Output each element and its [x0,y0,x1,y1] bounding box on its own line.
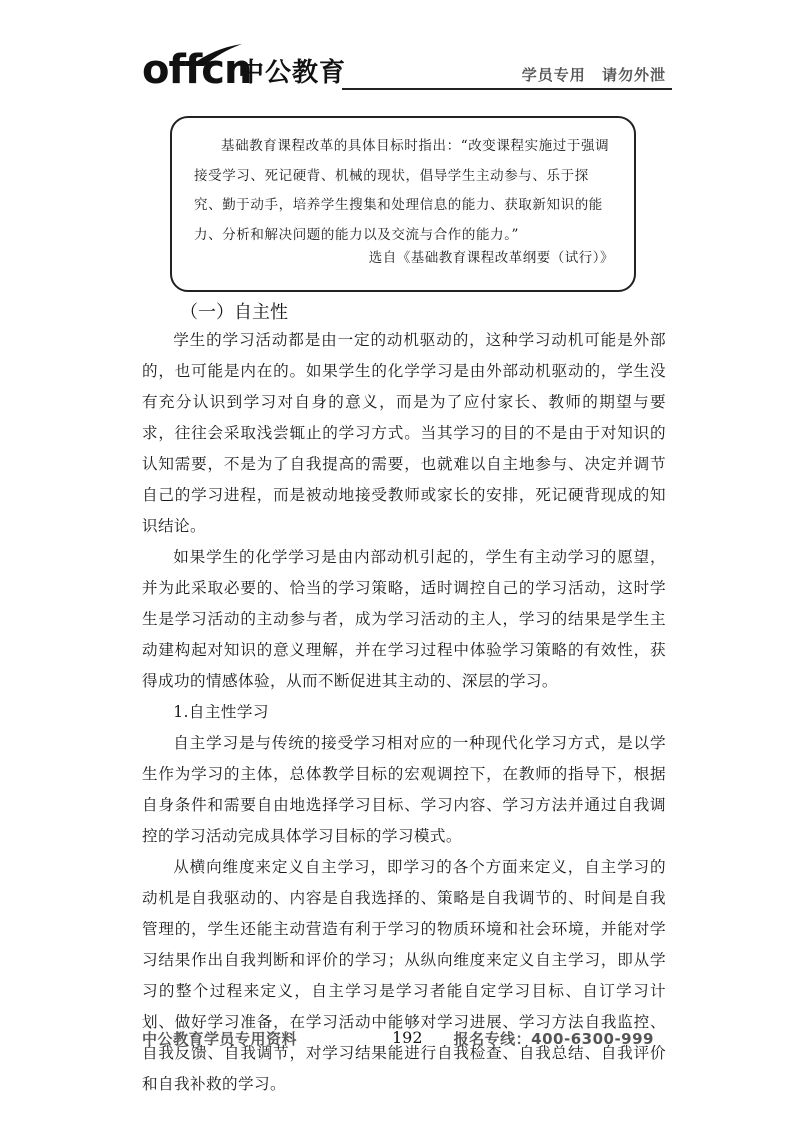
subsection-heading: 1.自主性学习 [173,703,269,721]
offcn-logo [142,42,357,92]
header-rule [342,88,672,90]
paragraph: 如果学生的化学学习是由内部动机引起的，学生有主动学习的愿望，并为此采取必要的、恰当的学习策略，适时调控自己的学习活动，这时学生是学习活动的主动参与者，成为学习活动的主人，学习的结果是学生主动建构起对知识的意义理解，并在学习过程中体验学习策略的有效性，获得成功的情感体验，从而不断促进其主动的、深层的学习。 [142,548,666,690]
body-content [142,325,666,1100]
paragraph: 从横向维度来定义自主学习，即学习的各个方面来定义，自主学习的动机是自我驱动的、内容是自我选择的、策略是自我调节的、时间是自我管理的，学生还能主动营造有利于学习的物质环境和社会环境，并能对学习结果作出自我判断和评价的学习；从纵向维度来定义自主学习，即从学习的整个过程来定义，自主学习是学习者能自定学习目标、自订学习计划、做好学习准备，在学习活动中能够对学习进展、学习方法自我监控、自我反馈、自我调节，对学习结果能进行自我检查、自我总结、自我评价和自我补救的学习。 [142,858,666,1093]
paragraph: 学生的学习活动都是由一定的动机驱动的，这种学习动机可能是外部的，也可能是内在的。如果学生的化学学习是由外部动机驱动的，学生没有充分认识到学习对自身的意义，而是为了应付家长、教师的期望与要求，往往会采取浅尝辄止的学习方式。当其学习的目的不是由于对知识的认知需要，不是为了自我提高的需要，也就难以自主地参与、决定并调节自己的学习进程，而是被动地接受教师或家长的安排，死记硬背现成的知识结论。 [142,331,666,535]
page-footer [142,1028,662,1052]
footer-label: 中公教育学员专用资料 [142,1030,298,1048]
quote-box [170,116,636,292]
section-heading: （一）自主性 [180,302,288,323]
page-header [142,42,672,92]
footer-hotline: 报名专线：400-6300-999 [453,1030,654,1048]
paragraph: 自主学习是与传统的接受学习相对应的一种现代化学习方式，是以学生作为学习的主体，总体教学目标的宏观调控下，在教师的指导下，根据自身条件和需要自由地选择学习目标、学习内容、学习方法并通过自我调控的学习活动完成具体学习目标的学习模式。 [142,734,666,845]
logo-chinese-text: 中公教育 [238,58,347,88]
quote-source: 选自《基础教育课程改革纲要（试行）》 [368,250,614,266]
header-slogan: 学员专用 请勿外泄 [521,66,666,84]
quote-text: 基础教育课程改革的具体目标时指出：“改变课程实施过于强调接受学习、死记硬背、机械的现状，倡导学生主动参与、乐于探究、勤于动手，培养学生搜集和处理信息的能力、获取新知识的能力、分析和解决问题的能力以及交流与合作的能力。” [194,138,610,243]
logo-latin-text: offcn [142,47,252,93]
page-number: 192 [392,1028,423,1047]
